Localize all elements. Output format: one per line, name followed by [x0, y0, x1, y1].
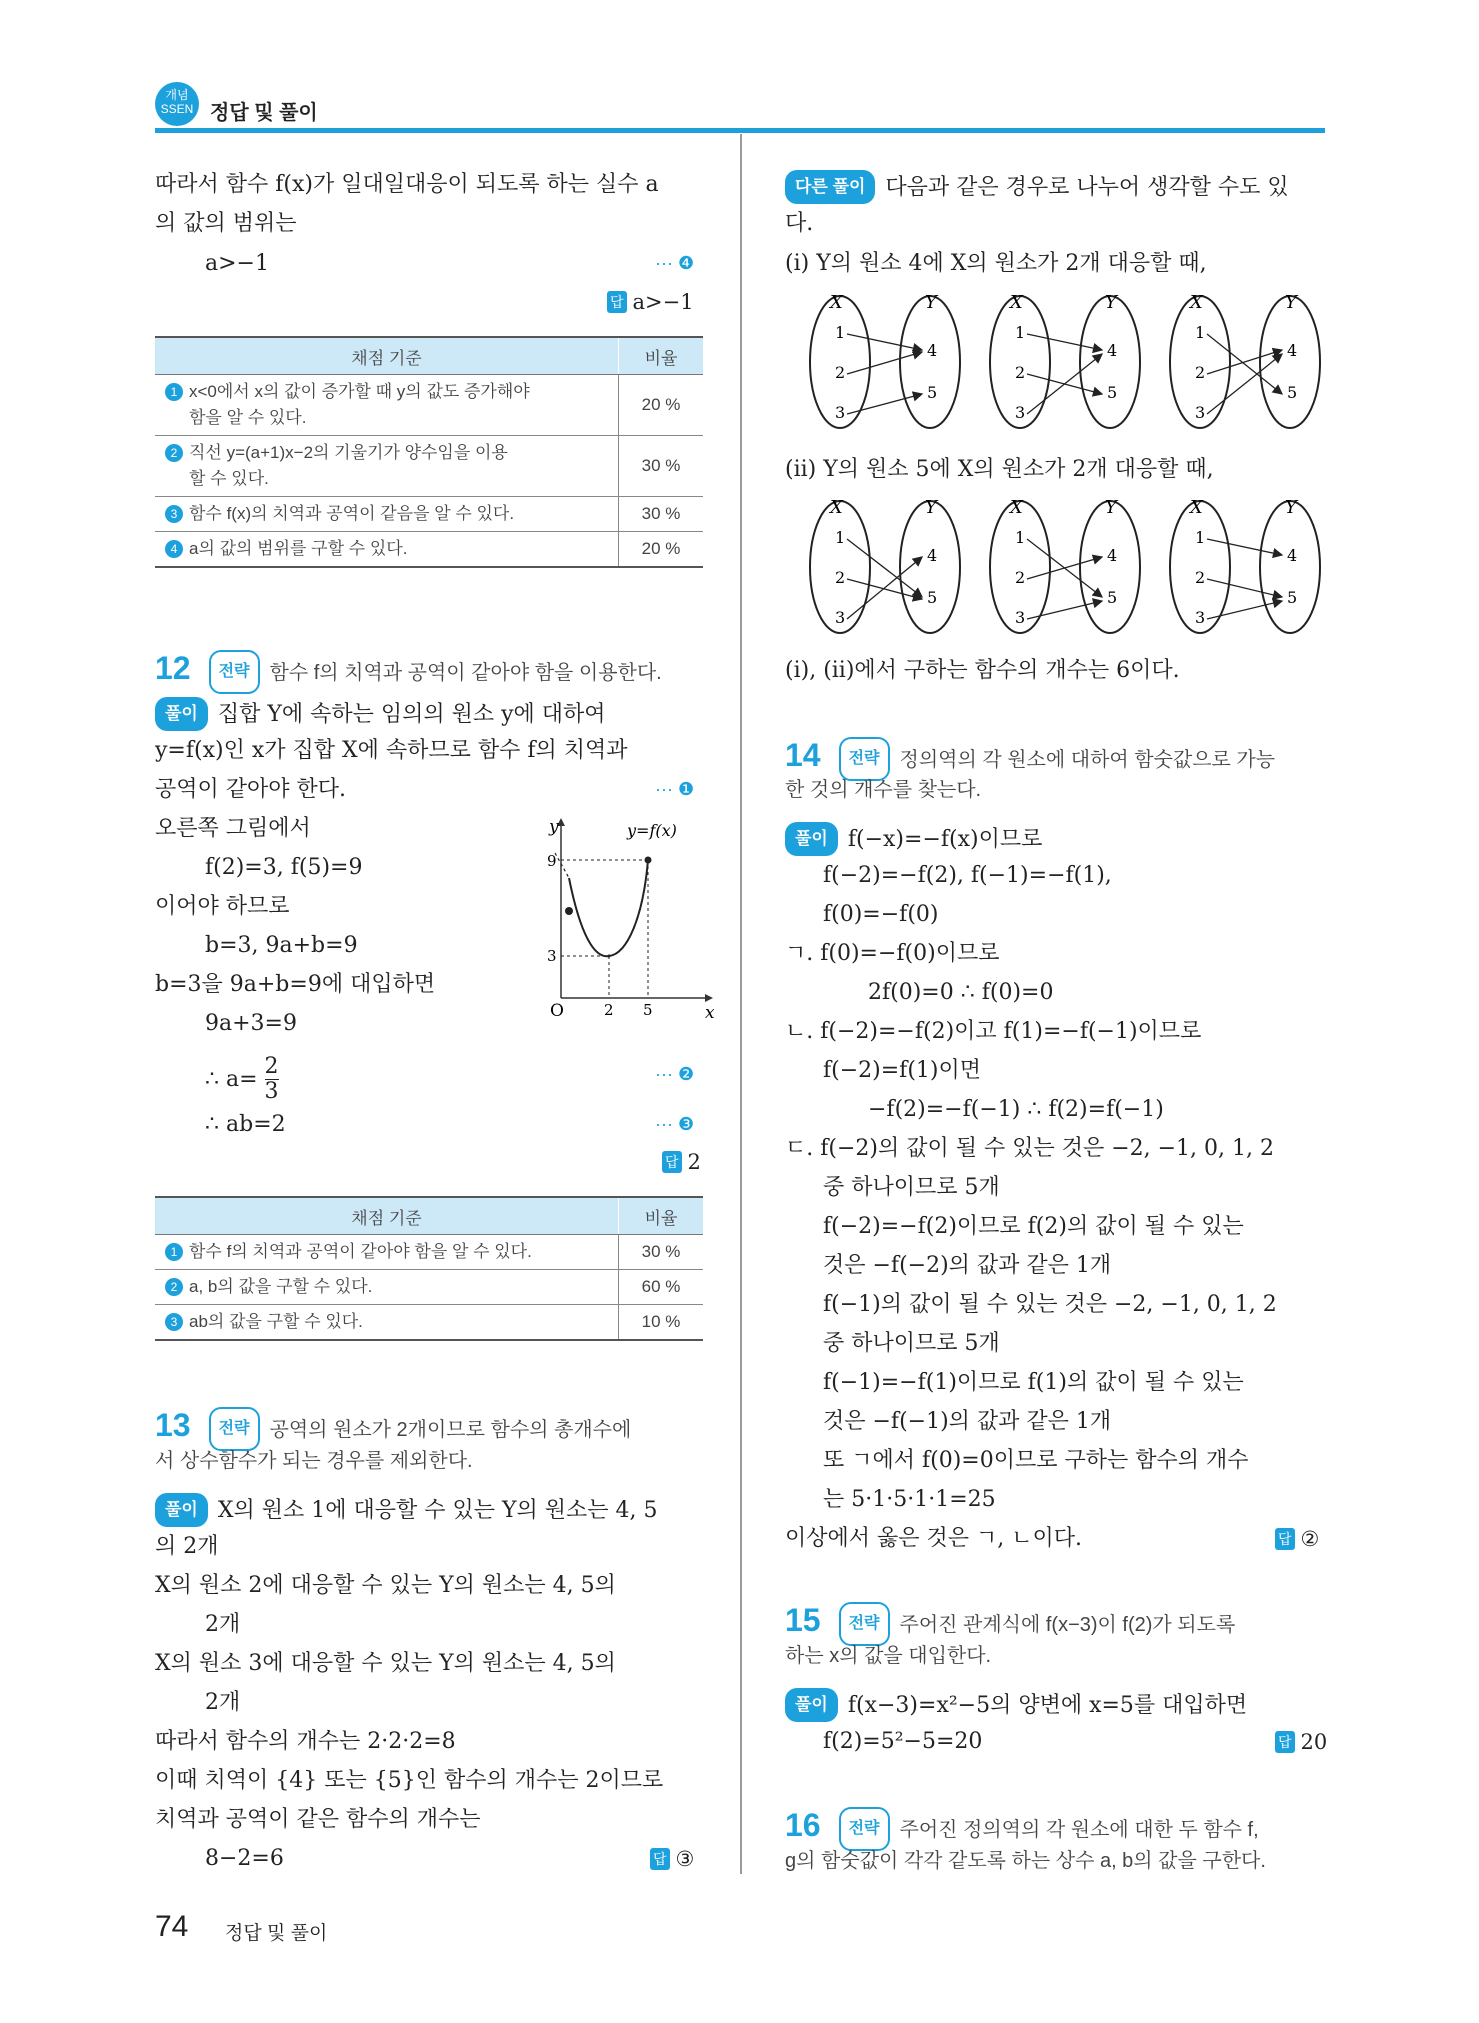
svg-text:Y: Y — [1105, 497, 1117, 518]
problem-14-line-3: f(0)=−f(0) — [823, 902, 939, 927]
svg-text:4: 4 — [927, 341, 938, 360]
problem-12-line-1: 풀이 집합 Y에 속하는 임의의 원소 y에 대하여 — [155, 697, 606, 731]
step-marker-2: ··· ❷ — [655, 1064, 695, 1084]
problem-13-strategy-2: 서 상수함수가 되는 경우를 제외한다. — [155, 1450, 473, 1472]
svg-text:1: 1 — [1195, 323, 1206, 342]
mapping-diagram — [1170, 497, 1320, 633]
svg-text:X: X — [830, 292, 843, 313]
problem-12-line-10: ∴ $a= \frac{2}{3}$ — [205, 1054, 279, 1104]
svg-text:4: 4 — [1287, 546, 1298, 565]
mapping-diagram — [990, 292, 1140, 428]
table-header-criteria: 채점 기준 — [155, 337, 619, 375]
svg-text:X: X — [830, 497, 843, 518]
problem-13-line-4: 2개 — [205, 1612, 241, 1637]
graph-fx-label: y=f(x) — [627, 821, 677, 840]
graph-tick-9: 9 — [547, 852, 557, 870]
problem-12-line-11: ∴ ab=2 — [205, 1112, 286, 1137]
problem-13-line-5: X의 원소 3에 대응할 수 있는 Y의 원소는 4, 5의 — [155, 1651, 616, 1676]
step-marker-4: ··· ❹ — [655, 253, 695, 273]
page-number: 74 — [155, 1910, 189, 1943]
footer-label: 정답 및 풀이 — [225, 1923, 328, 1944]
answer-12: 답 2 — [662, 1150, 701, 1174]
problem-15-line-1: 풀이 f(x−3)=x²−5의 양변에 x=5를 대입하면 — [785, 1688, 1247, 1722]
problem-13-line-8: 이때 치역이 {4} 또는 {5}인 함수의 개수는 2이므로 — [155, 1768, 664, 1793]
column-divider — [740, 134, 742, 1874]
problem-14-heading: 14 전략 정의역의 각 원소에 대하여 함숫값으로 가능 — [785, 735, 1275, 781]
problem-14-line-12: 것은 −f(−2)의 값과 같은 1개 — [823, 1253, 1112, 1278]
problem-14-line-18: 는 5·1·5·1·1=25 — [823, 1487, 996, 1512]
svg-text:X: X — [1010, 497, 1023, 518]
problem-12-line-4: 오른쪽 그림에서 — [155, 816, 311, 841]
problem-15-heading: 15 전략 주어진 관계식에 f(x−3)이 f(2)가 되도록 — [785, 1600, 1235, 1646]
svg-text:3: 3 — [1015, 403, 1026, 422]
svg-text:1: 1 — [1195, 528, 1206, 547]
problem-14-line-1: 풀이 f(−x)=−f(x)이므로 — [785, 822, 1042, 856]
answer-14: 답 ② — [1275, 1527, 1319, 1551]
intro-line-2: 의 값의 범위는 — [155, 211, 297, 236]
alt-solution-line-1: 다른 풀이 다음과 같은 경우로 나누어 생각할 수도 있 — [785, 170, 1289, 204]
table-header-ratio: 비율 — [619, 337, 704, 375]
problem-12-line-8: b=3을 9a+b=9에 대입하면 — [155, 972, 436, 997]
problem-14-line-19: 이상에서 옳은 것은 ㄱ, ㄴ이다. — [785, 1526, 1082, 1551]
problem-14-line-14: 중 하나이므로 5개 — [823, 1331, 1000, 1356]
problem-13-line-7: 따라서 함수의 개수는 2·2·2=8 — [155, 1729, 456, 1754]
svg-text:1: 1 — [1015, 323, 1026, 342]
table-header-criteria: 채점 기준 — [155, 1197, 619, 1235]
svg-text:3: 3 — [835, 403, 846, 422]
table-row: 3 ab의 값을 구할 수 있다. 10 % — [155, 1305, 703, 1341]
problem-13-line-1: 풀이 X의 원소 1에 대응할 수 있는 Y의 원소는 4, 5 — [155, 1493, 658, 1527]
problem-14-line-10: 중 하나이므로 5개 — [823, 1175, 1000, 1200]
problem-14-line-9: ㄷ. f(−2)의 값이 될 수 있는 것은 −2, −1, 0, 1, 2 — [785, 1136, 1275, 1161]
graph-origin-label: O — [550, 1001, 564, 1021]
problem-14-line-16: 것은 −f(−1)의 값과 같은 1개 — [823, 1409, 1112, 1434]
problem-12-heading: 12 전략 함수 f의 치역과 공역이 같아야 함을 이용한다. — [155, 648, 662, 694]
problem-14-line-11: f(−2)=−f(2)이므로 f(2)의 값이 될 수 있는 — [823, 1214, 1244, 1239]
problem-12-line-9: 9a+3=9 — [205, 1011, 297, 1036]
svg-text:Y: Y — [925, 497, 937, 518]
header-rule — [155, 128, 1325, 133]
svg-text:2: 2 — [1195, 568, 1206, 587]
grading-table-2 — [155, 1196, 703, 1341]
step-marker-1: ··· ❶ — [655, 779, 695, 799]
svg-text:3: 3 — [1195, 403, 1206, 422]
problem-14-line-15: f(−1)=−f(1)이므로 f(1)의 값이 될 수 있는 — [823, 1370, 1244, 1395]
svg-text:X: X — [1190, 292, 1203, 313]
mapping-diagram — [810, 497, 960, 633]
table-row: 3 함수 f(x)의 치역과 공역이 같음을 알 수 있다. 30 % — [155, 497, 703, 532]
problem-12-line-5: f(2)=3, f(5)=9 — [205, 855, 363, 880]
problem-14-line-13: f(−1)의 값이 될 수 있는 것은 −2, −1, 0, 1, 2 — [823, 1292, 1277, 1317]
problem-15-line-2: f(2)=5²−5=20 — [823, 1729, 983, 1754]
case-1-title: (i) Y의 원소 4에 X의 원소가 2개 대응할 때, — [785, 251, 1207, 276]
answer-intro: 답 a>−1 — [607, 290, 694, 314]
svg-text:2: 2 — [1195, 363, 1206, 382]
svg-text:X: X — [1190, 497, 1203, 518]
mapping-diagrams-case-2 — [795, 495, 1335, 645]
problem-14-line-2: f(−2)=−f(2), f(−1)=−f(1), — [823, 863, 1112, 888]
problem-12-line-2: y=f(x)인 x가 집합 X에 속하므로 함수 f의 치역과 — [155, 738, 628, 763]
problem-12-line-7: b=3, 9a+b=9 — [205, 933, 358, 958]
problem-13-heading: 13 전략 공역의 원소가 2개이므로 함수의 총개수에 — [155, 1405, 631, 1451]
problem-12-line-6: 이어야 하므로 — [155, 894, 290, 919]
svg-text:Y: Y — [1285, 497, 1297, 518]
svg-text:X: X — [1010, 292, 1023, 313]
svg-text:Y: Y — [1105, 292, 1117, 313]
svg-text:5: 5 — [1107, 588, 1118, 607]
problem-13-line-9: 치역과 공역이 같은 함수의 개수는 — [155, 1807, 481, 1832]
svg-text:4: 4 — [1107, 341, 1118, 360]
svg-text:3: 3 — [835, 608, 846, 627]
step-marker-3: ··· ❸ — [655, 1114, 695, 1134]
problem-14-line-7: f(−2)=f(1)이면 — [823, 1058, 981, 1083]
problem-14-line-6: ㄴ. f(−2)=−f(2)이고 f(1)=−f(−1)이므로 — [785, 1019, 1202, 1044]
svg-text:3: 3 — [1195, 608, 1206, 627]
svg-text:4: 4 — [927, 546, 938, 565]
mapping-diagram — [1170, 292, 1320, 428]
svg-text:5: 5 — [1287, 383, 1298, 402]
table-row: 2 직선 y=(a+1)x−2의 기울기가 양수임을 이용 할 수 있다. 30 % — [155, 436, 703, 497]
graph-y-label: y — [549, 817, 559, 837]
graph-tick-3: 3 — [547, 947, 557, 965]
answer-15: 답 20 — [1275, 1730, 1327, 1754]
svg-text:5: 5 — [927, 588, 938, 607]
problem-14-line-17: 또 ㄱ에서 f(0)=0이므로 구하는 함수의 개수 — [823, 1448, 1249, 1473]
svg-text:5: 5 — [1287, 588, 1298, 607]
mapping-diagram — [990, 497, 1140, 633]
svg-text:4: 4 — [1287, 341, 1298, 360]
header-title: 정답 및 풀이 — [210, 102, 318, 124]
grading-table-1 — [155, 336, 703, 568]
problem-13-line-10: 8−2=6 — [205, 1846, 284, 1871]
problem-14-strategy-2: 한 것의 개수를 찾는다. — [785, 779, 982, 801]
table-row: 1 함수 f의 치역과 공역이 같아야 함을 알 수 있다. 30 % — [155, 1235, 703, 1270]
problem-16-strategy-2: g의 함숫값이 각각 같도록 하는 상수 a, b의 값을 구한다. — [785, 1850, 1266, 1872]
intro-line-3: a>−1 — [205, 251, 269, 276]
problem-14-line-4: ㄱ. f(0)=−f(0)이므로 — [785, 941, 1000, 966]
svg-text:2: 2 — [1015, 363, 1026, 382]
problem-16-heading: 16 전략 주어진 정의역의 각 원소에 대한 두 함수 f, — [785, 1805, 1259, 1851]
svg-text:3: 3 — [1015, 608, 1026, 627]
problem-14-line-8: −f(2)=−f(−1) ∴ f(2)=f(−1) — [868, 1097, 1164, 1122]
cases-conclusion: (i), (ii)에서 구하는 함수의 개수는 6이다. — [785, 658, 1180, 683]
svg-text:2: 2 — [1015, 568, 1026, 587]
problem-14-line-5: 2f(0)=0 ∴ f(0)=0 — [868, 980, 1054, 1005]
mapping-diagram — [810, 292, 960, 428]
alt-solution-line-2: 다. — [785, 211, 814, 236]
table-header-ratio: 비율 — [619, 1197, 704, 1235]
answer-13: 답 ③ — [650, 1847, 694, 1871]
svg-text:4: 4 — [1107, 546, 1118, 565]
svg-text:1: 1 — [1015, 528, 1026, 547]
graph-x-label: x — [705, 1003, 715, 1023]
svg-text:5: 5 — [1107, 383, 1118, 402]
graph-tick-2: 2 — [604, 1001, 614, 1019]
table-row: 2 a, b의 값을 구할 수 있다. 60 % — [155, 1270, 703, 1305]
mapping-diagrams-case-1 — [795, 290, 1335, 440]
svg-text:2: 2 — [835, 363, 846, 382]
svg-text:1: 1 — [835, 323, 846, 342]
svg-text:5: 5 — [927, 383, 938, 402]
problem-13-line-6: 2개 — [205, 1690, 241, 1715]
case-2-title: (ii) Y의 원소 5에 X의 원소가 2개 대응할 때, — [785, 457, 1214, 482]
problem-15-strategy-2: 하는 x의 값을 대입한다. — [785, 1645, 992, 1667]
problem-12-line-3: 공역이 같아야 한다. — [155, 777, 346, 802]
problem-13-line-2: 의 2개 — [155, 1534, 219, 1559]
problem-13-line-3: X의 원소 2에 대응할 수 있는 Y의 원소는 4, 5의 — [155, 1573, 616, 1598]
brand-logo: 개념 SSEN — [155, 82, 199, 126]
svg-text:2: 2 — [835, 568, 846, 587]
svg-text:Y: Y — [1285, 292, 1297, 313]
graph-tick-5: 5 — [643, 1001, 653, 1019]
intro-line-1: 따라서 함수 f(x)가 일대일대응이 되도록 하는 실수 a — [155, 172, 659, 197]
svg-text:1: 1 — [835, 528, 846, 547]
table-row: 4 a의 값의 범위를 구할 수 있다. 20 % — [155, 532, 703, 568]
svg-text:Y: Y — [925, 292, 937, 313]
table-row: 1 x<0에서 x의 값이 증가할 때 y의 값도 증가해야 함을 알 수 있다. 20 % — [155, 375, 703, 436]
parabola-graph — [525, 808, 715, 1023]
